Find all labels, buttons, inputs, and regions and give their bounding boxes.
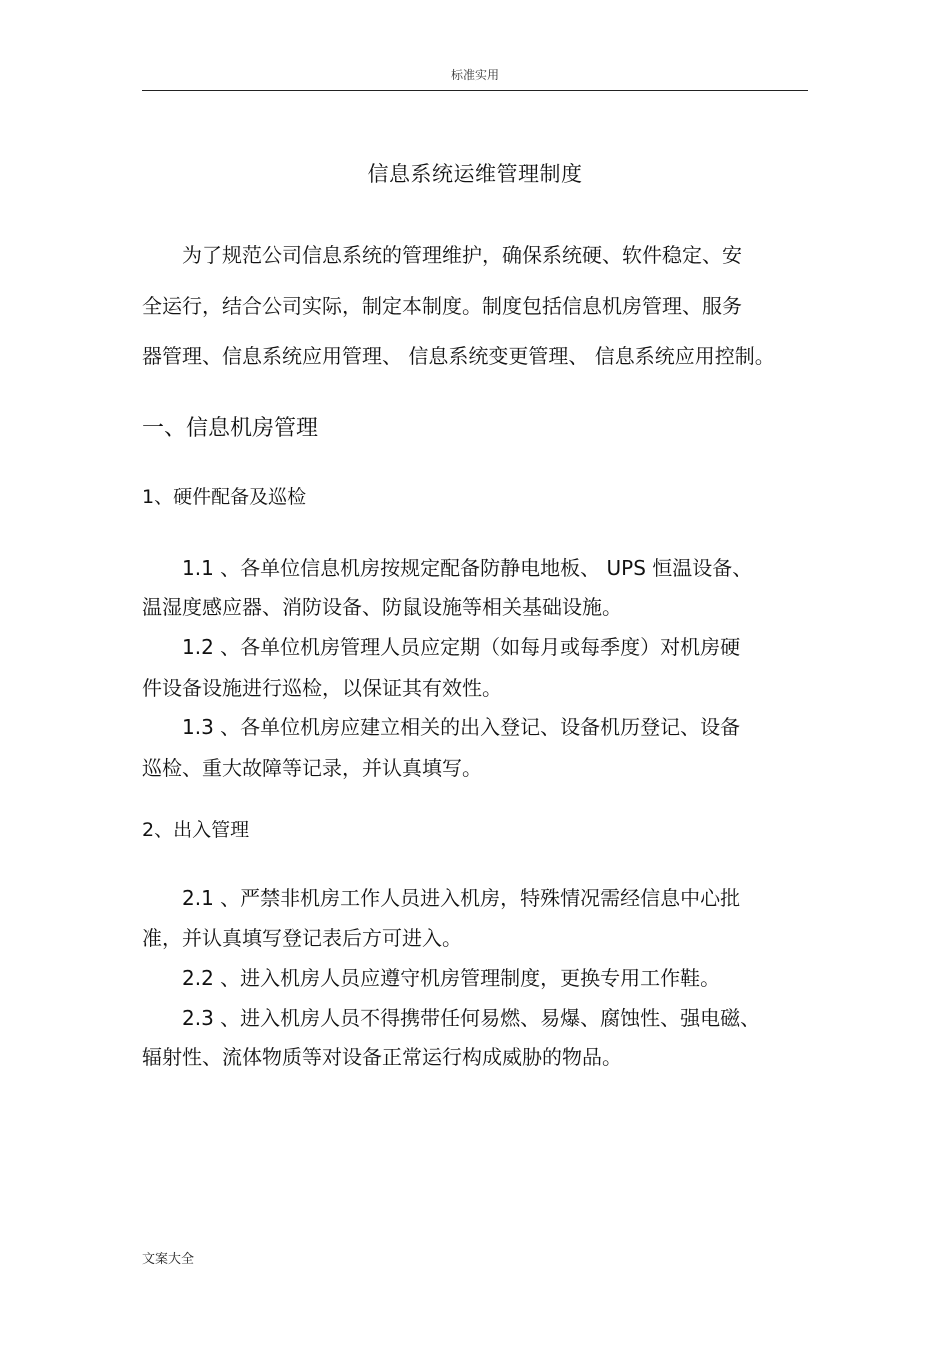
clause-line: 2.3 、进入机房人员不得携带任何易燃、易爆、腐蚀性、强电磁、 (182, 1006, 761, 1030)
intro-line: 全运行，结合公司实际，制定本制度。制度包括信息机房管理、服务 (142, 294, 742, 318)
intro-line: 器管理、信息系统应用管理、 信息系统变更管理、 信息系统应用控制。 (142, 344, 775, 368)
page-footer: 文案大全 (142, 1252, 195, 1267)
clause-line: 1.2 、各单位机房管理人员应定期（如每月或每季度）对机房硬 (182, 635, 741, 659)
clause-line: 1.1 、各单位信息机房按规定配备防静电地板、 UPS 恒温设备、 (182, 556, 753, 580)
header-divider (142, 90, 808, 91)
clause-line: 1.3 、各单位机房应建立相关的出入登记、设备机历登记、设备 (182, 715, 741, 739)
intro-line: 为了规范公司信息系统的管理维护，确保系统硬、软件稳定、安 (182, 243, 742, 267)
clause-line: 准，并认真填写登记表后方可进入。 (142, 926, 462, 950)
clause-line: 2.1 、严禁非机房工作人员进入机房，特殊情况需经信息中心批 (182, 886, 741, 910)
header-text: 标准实用 (450, 68, 499, 82)
subsection-heading: 1、硬件配备及巡检 (142, 486, 307, 508)
clause-line: 巡检、重大故障等记录，并认真填写。 (142, 756, 482, 780)
clause-line: 温湿度感应器、消防设备、防鼠设施等相关基础设施。 (142, 595, 622, 619)
clause-line: 辐射性、流体物质等对设备正常运行构成威胁的物品。 (142, 1045, 622, 1069)
document-title: 信息系统运维管理制度 (367, 162, 583, 186)
subsection-heading: 2、出入管理 (142, 819, 250, 841)
clause-line: 2.2 、进入机房人员应遵守机房管理制度，更换专用工作鞋。 (182, 966, 721, 990)
clause-line: 件设备设施进行巡检，以保证其有效性。 (142, 676, 502, 700)
section-heading: 一、信息机房管理 (142, 416, 319, 441)
